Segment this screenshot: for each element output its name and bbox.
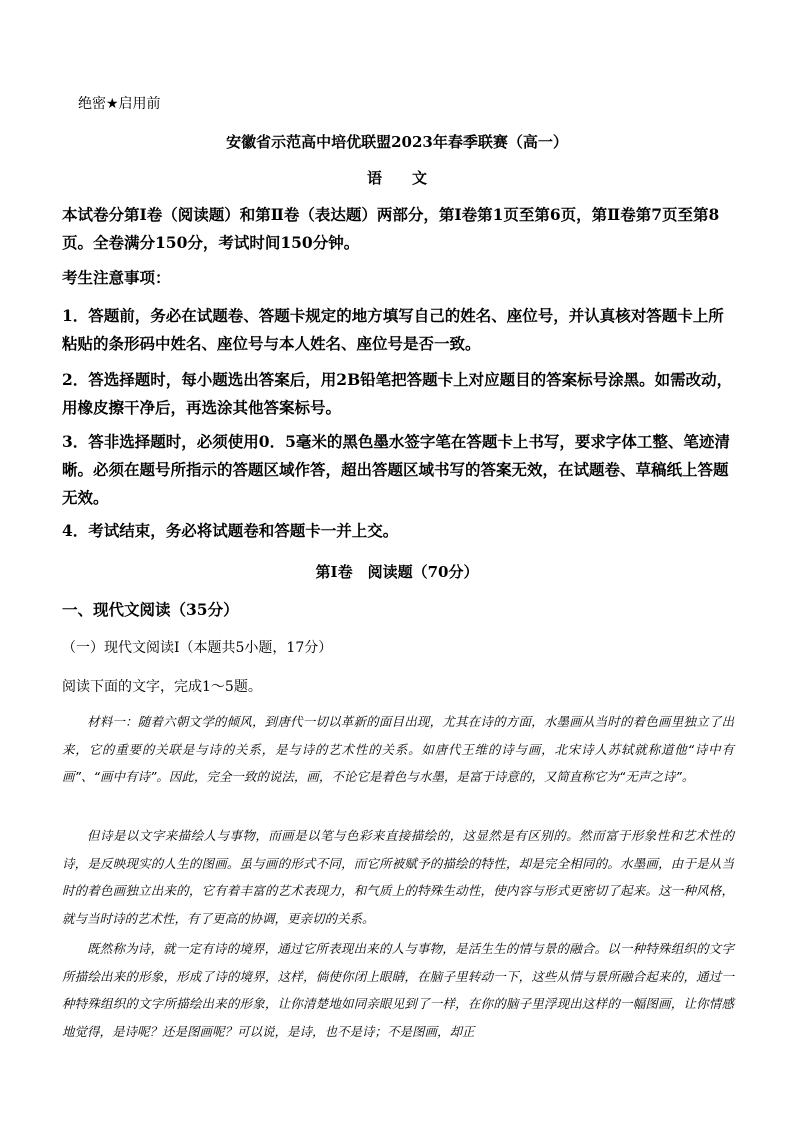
notice-item-2: 2．答选择题时，每小题选出答案后，用2B铅笔把答题卡上对应题目的答案标号涂黑。如需改动，用橡皮擦干净后，再选涂其他答案标号。 bbox=[62, 370, 733, 417]
subject-title: 语文 bbox=[366, 169, 457, 187]
passage-paragraph-1: 材料一：随着六朝文学的倾风，到唐代一切以革新的面目出现，尤其在诗的方面，水墨画从当时的着色画里独立了出来，它的重要的关联是与诗的关系，是与诗的艺术性的关系。如唐代王维的诗与画，北宋诗人苏轼就称道他“诗中有画”、“画中有诗”。因此，完全一致的说法，画，不论它是着色与水墨，是富于诗意的，又简直称它为“无声之诗”。 bbox=[62, 714, 734, 784]
notice-item-4: 4．考试结束，务必将试题卷和答题卡一并上交。 bbox=[62, 521, 399, 540]
passage-paragraph-2: 但诗是以文字来描绘人与事物，而画是以笔与色彩来直接描绘的，这显然是有区别的。然而富于形象性和艺术性的诗，是反映现实的人生的图画。虽与画的形式不同，而它所被赋予的描绘的特性，却是完全相同的。水墨画，由于是从当时的着色画独立出来的，它有着丰富的艺术表现力，和气质上的特殊生动性，使内容与形式更密切了起来。这一种风格，就与当时诗的艺术性，有了更高的协调，更亲切的关系。 bbox=[62, 828, 734, 926]
notice-item-3: 3．答非选择题时，必须使用0．5毫米的黑色墨水签字笔在答题卡上书写，要求字体工整、笔迹清晰。必须在题号所指示的答题区域作答，超出答题区域书写的答案无效，在试题卷、草稿纸上答题无效。 bbox=[62, 432, 730, 507]
confidential-mark: 绝密★启用前 bbox=[78, 96, 161, 112]
section-title: 第Ⅰ卷 阅读题（70分） bbox=[315, 563, 479, 581]
reading-instruction: 阅读下面的文字，完成1～5题。 bbox=[62, 679, 262, 695]
part-heading: 一、现代文阅读（35分） bbox=[62, 600, 239, 619]
subpart-heading: （一）现代文阅读Ⅰ（本题共5小题，17分） bbox=[62, 640, 333, 656]
exam-title: 安徽省示范高中培优联盟2023年春季联赛（高一） bbox=[226, 133, 568, 151]
passage-paragraph-3: 既然称为诗，就一定有诗的境界，通过它所表现出来的人与事物，是活生生的情与景的融合。以一种特殊组织的文字所描绘出来的形象，形成了诗的境界，这样，倘使你闭上眼睛，在脑子里转动一下，这些从情与景所融合起来的，通过一种特殊组织的文字所描绘出来的形象，让你清楚地如同亲眼见到了一样，在你的脑子里浮现出这样的一幅图画，让你情感地觉得，是诗呢？还是图画呢？可以说，是诗，也不是诗；不是图画，却正 bbox=[62, 941, 734, 1039]
notice-item-1: 1．答题前，务必在试题卷、答题卡规定的地方填写自己的姓名、座位号，并认真核对答题卡上所粘贴的条形码中姓名、座位号与本人姓名、座位号是否一致。 bbox=[62, 306, 724, 353]
exam-intro: 本试卷分第Ⅰ卷（阅读题）和第Ⅱ卷（表达题）两部分，第Ⅰ卷第1页至第6页，第Ⅱ卷第7页至第8页。全卷满分150分，考试时间150分钟。 bbox=[62, 205, 720, 252]
notice-heading: 考生注意事项： bbox=[62, 268, 171, 287]
